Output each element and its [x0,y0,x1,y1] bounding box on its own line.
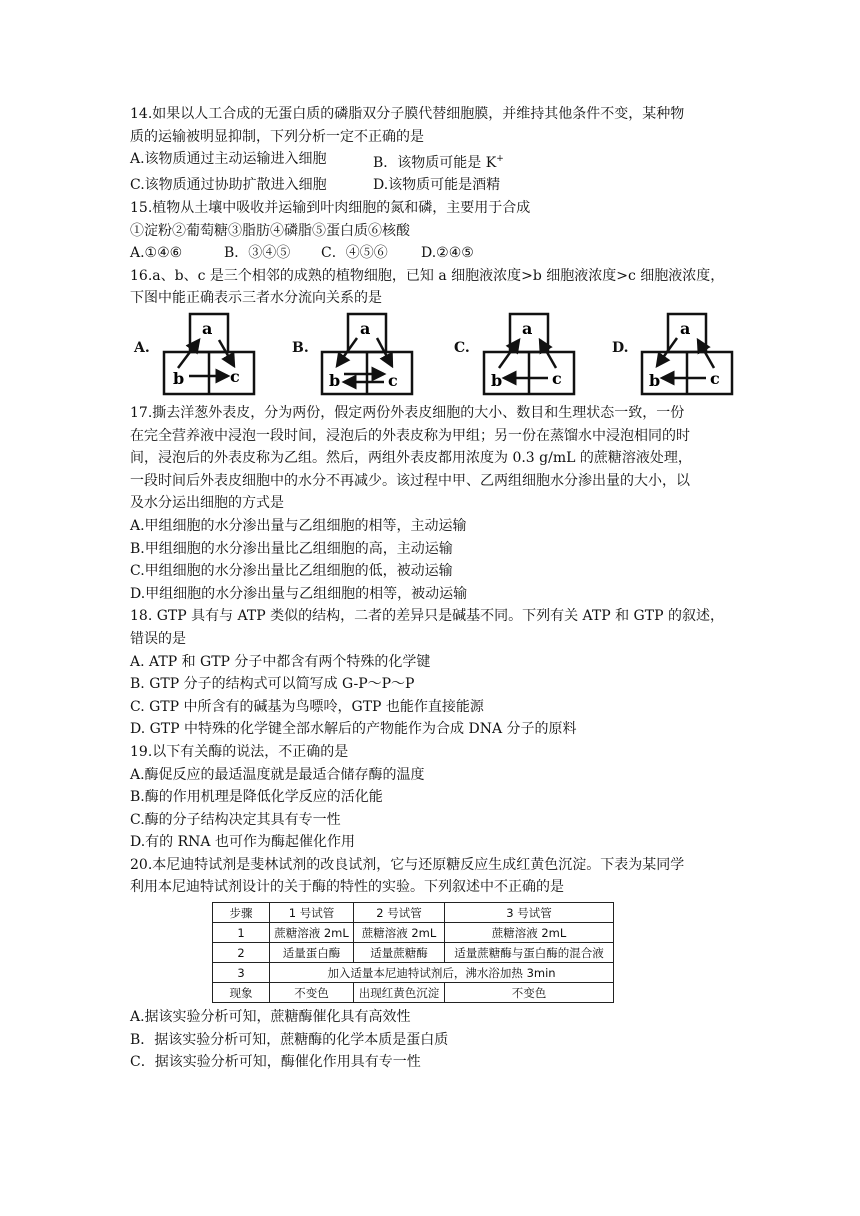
q16-diagram-c-label: C. [454,340,470,356]
table-row [213,963,614,983]
table-cell: 3 [213,963,270,983]
q19-option-d: D.有的 RNA 也可作为酶起催化作用 [130,834,355,851]
cell-c-text: c [230,367,240,386]
q15-items: ①淀粉②葡萄糖③脂肪④磷脂⑤蛋白质⑥核酸 [130,222,410,239]
cell-flow-diagram-a [162,312,257,400]
q16-diagram-b-label: B. [292,340,309,356]
q20-line1: 20.本尼迪特试剂是斐林试剂的改良试剂，它与还原糖反应生成红黄色沉淀。下表为某同学 [130,856,685,873]
cell-c-text: c [710,369,720,388]
q16-diagram-d-label: D. [612,340,629,356]
cell-flow-diagram-b [320,312,415,400]
cell-a-text: a [680,319,691,338]
q20-line2: 利用本尼迪特试剂设计的关于酶的特性的实验。下列叙述中不正确的是 [130,879,564,896]
table-cell: 现象 [213,983,270,1003]
cell-a-text: a [202,319,213,338]
q20-option-b: B．据该实验分析可知，蔗糖酶的化学本质是蛋白质 [130,1031,449,1048]
q14-stem-line1: 14.如果以人工合成的无蛋白质的磷脂双分子膜代替细胞膜，并维持其他条件不变，某种物 [130,106,685,122]
table-cell-merged: 加入适量本尼迪特试剂后，沸水浴加热 3min [270,963,614,983]
q15-option-b: B．③④⑤ [224,245,291,262]
q14-options-row1 [130,148,730,174]
q19-option-c: C.酶的分子结构决定其具有专一性 [130,811,341,828]
q17-line2: 在完全营养液中浸泡一段时间，浸泡后的外表皮称为甲组；另一份在蒸馏水中浸泡相同的时 [130,427,690,444]
q18-option-a: A. ATP 和 GTP 分子中都含有两个特殊的化学键 [130,653,431,670]
table-header-row [213,903,614,923]
q17-line3: 间，浸泡后的外表皮称为乙组。然后，两组外表皮都用浓度为 0.3 g/mL 的蔗糖溶液处理， [130,450,692,467]
q18-option-c: C. GTP 中所含有的碱基为鸟嘌呤，GTP 也能作直接能源 [130,698,484,715]
q17-option-d: D.甲组细胞的水分渗出量与乙组细胞的相等，被动运输 [130,585,468,602]
q15-option-c: C．④⑤⑥ [321,245,388,262]
table-cell: 蔗糖溶液 2mL [445,923,614,943]
exam-page [130,103,730,1074]
cell-a-text: a [522,319,533,338]
q19-option-a: A.酶促反应的最适温度就是最适合储存酶的温度 [130,766,425,783]
cell-b-text: b [173,369,185,388]
q17-option-b: B.甲组细胞的水分渗出量比乙组细胞的高，主动运输 [130,540,453,557]
table-cell: 出现红黄色沉淀 [354,983,445,1003]
table-row [213,943,614,963]
table-header-cell: 2 号试管 [354,903,445,923]
table-row [213,923,614,943]
q16-diagram-a-label: A. [134,340,150,356]
q17-option-a: A.甲组细胞的水分渗出量与乙组细胞的相等，主动运输 [130,517,467,534]
cell-flow-diagram-c [482,312,577,400]
q16-stem-line2: 下图中能正确表示三者水分流向关系的是 [130,290,382,307]
cell-c-text: c [552,369,562,388]
q17-option-c: C.甲组细胞的水分渗出量比乙组细胞的低，被动运输 [130,563,453,580]
q20-option-c: C．据该实验分析可知，酶催化作用具有专一性 [130,1054,421,1071]
q19-stem: 19.以下有关酶的说法，不正确的是 [130,743,349,760]
q14-option-b-sup: + [496,154,504,165]
cell-a-text: a [360,319,371,338]
cell-b-text: b [329,371,341,390]
q18-line1: 18. GTP 具有与 ATP 类似的结构，二者的差异只是碱基不同。下列有关 ATP 和 GTP 的叙述， [130,608,724,625]
table-cell: 蔗糖溶液 2mL [270,923,354,943]
q19-option-b: B.酶的作用机理是降低化学反应的活化能 [130,789,383,806]
cell-b-text: b [491,371,503,390]
table-cell: 不变色 [445,983,614,1003]
table-cell: 适量蛋白酶 [270,943,354,963]
q17-line4: 一段时间后外表皮细胞中的水分不再减少。该过程中甲、乙两组细胞水分渗出量的大小，以 [130,472,690,489]
q14-option-b [373,148,504,174]
q14-option-a: A.该物质通过主动运输进入细胞 [130,151,327,168]
table-cell: 1 [213,923,270,943]
q17-line5: 及水分运出细胞的方式是 [130,495,284,512]
cell-c-text: c [388,371,398,390]
q18-line2: 错误的是 [130,630,186,647]
table-header-cell: 3 号试管 [445,903,614,923]
q20-option-a: A.据该实验分析可知，蔗糖酶催化具有高效性 [130,1009,411,1026]
q14-option-c: C.该物质通过协助扩散进入细胞 [130,177,327,194]
table-row [213,983,614,1003]
table-header-cell: 步骤 [213,903,270,923]
cell-b-text: b [649,371,661,390]
q14-options-row2 [130,174,730,197]
experiment-table [212,902,614,1003]
q15-options [130,242,730,265]
q14-option-d: D.该物质可能是酒精 [373,177,501,194]
q16-stem-line1: 16.a、b、c 是三个相邻的成熟的植物细胞，已知 a 细胞液浓度>b 细胞液浓度>c 细胞液浓度， [130,267,725,284]
table-cell: 蔗糖溶液 2mL [354,923,445,943]
q18-option-b: B. GTP 分子的结构式可以简写成 G-P～P～P [130,676,415,693]
q15-option-d: D.②④⑤ [421,245,474,262]
table-cell: 适量蔗糖酶与蛋白酶的混合液 [445,943,614,963]
table-cell: 2 [213,943,270,963]
q14-option-b-text: B．该物质可能是 K [373,154,497,171]
table-cell: 不变色 [270,983,354,1003]
q15-stem: 15.植物从土壤中吸收并运输到叶肉细胞的氮和磷，主要用于合成 [130,200,531,217]
table-header-cell: 1 号试管 [270,903,354,923]
q14-stem-line2: 质的运输被明显抑制，下列分析一定不正确的是 [130,128,424,145]
q18-option-d: D. GTP 中特殊的化学键全部水解后的产物能作为合成 DNA 分子的原料 [130,721,577,738]
q17-line1: 17.撕去洋葱外表皮，分为两份，假定两份外表皮细胞的大小、数目和生理状态一致，一份 [130,405,685,421]
q16-diagrams [130,312,730,400]
cell-flow-diagram-d [640,312,735,400]
table-cell: 适量蔗糖酶 [354,943,445,963]
q15-option-a: A.①④⑥ [130,245,183,262]
